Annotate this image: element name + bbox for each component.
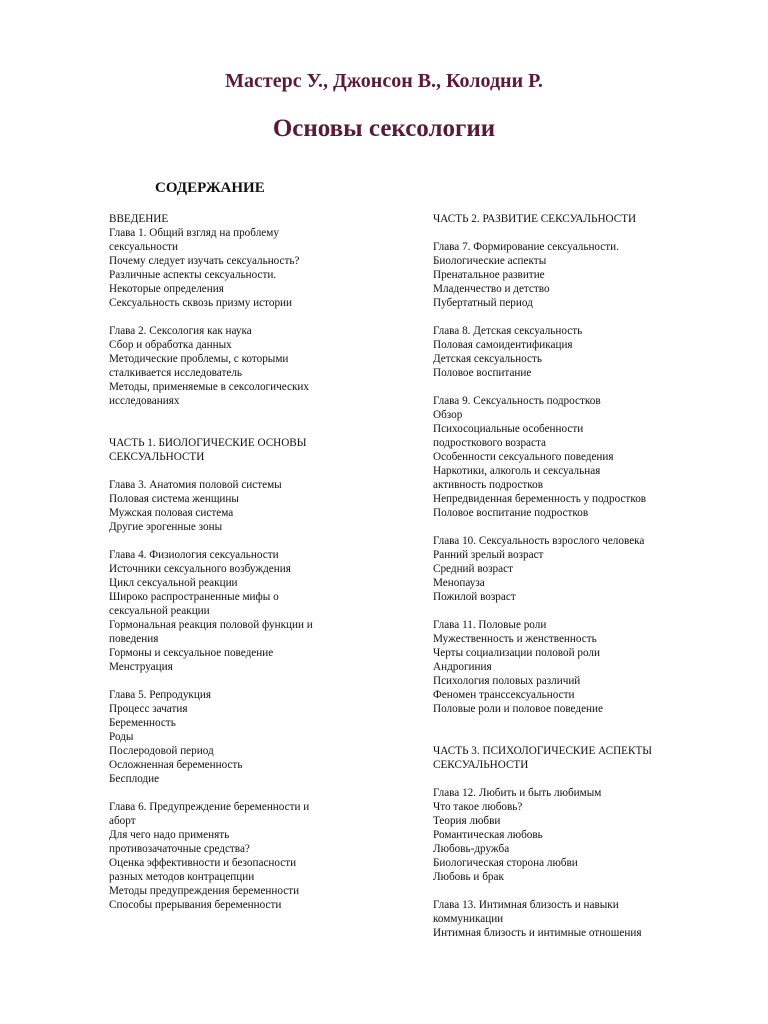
toc-entry: Послеродовой период: [109, 745, 214, 757]
toc-section: [109, 212, 359, 310]
toc-entry: Ранний зрелый возраст: [433, 549, 544, 561]
toc-entry: Различные аспекты сексуальности.: [109, 269, 277, 281]
toc-entry: Половые роли и половое поведение: [433, 703, 603, 715]
toc-entry: СЕКСУАЛЬНОСТИ: [433, 759, 529, 771]
toc-entry: ЧАСТЬ 1. БИОЛОГИЧЕСКИЕ ОСНОВЫ: [109, 437, 307, 449]
toc-section: [109, 800, 359, 912]
toc-entry: Методы предупреждения беременности: [109, 885, 300, 897]
toc-entry: Глава 10. Сексуальность взрослого человека: [433, 535, 645, 547]
toc-right-column: [433, 212, 703, 954]
toc-entry: разных методов контрацепции: [109, 871, 255, 883]
toc-entry: Глава 8. Детская сексуальность: [433, 325, 583, 337]
toc-entry: Гормональная реакция половой функции и: [109, 619, 313, 631]
toc-entry: Методы, применяемые в сексологических: [109, 381, 309, 393]
toc-entry: Глава 1. Общий взгляд на проблему: [109, 227, 279, 239]
toc-entry: Источники сексуального возбуждения: [109, 563, 291, 575]
toc-section: [433, 786, 703, 884]
toc-entry: Некоторые определения: [109, 283, 224, 295]
toc-entry: Сексуальность сквозь призму истории: [109, 297, 293, 309]
toc-entry: ВВЕДЕНИЕ: [109, 213, 169, 225]
toc-entry: сталкивается исследователь: [109, 367, 243, 379]
toc-entry: Мужественность и женственность: [433, 633, 597, 645]
toc-entry: исследованиях: [109, 395, 180, 407]
toc-part-heading: [109, 436, 359, 464]
toc-section: [433, 618, 703, 716]
toc-entry: Способы прерывания беременности: [109, 899, 282, 911]
toc-entry: Половое воспитание подростков: [433, 507, 589, 519]
toc-entry: Глава 11. Половые роли: [433, 619, 547, 631]
toc-entry: Методические проблемы, с которыми: [109, 353, 289, 365]
toc-entry: Непредвиденная беременность у подростков: [433, 493, 647, 505]
toc-entry: СЕКСУАЛЬНОСТИ: [109, 451, 205, 463]
toc-entry: Средний возраст: [433, 563, 513, 575]
toc-entry: Младенчество и детство: [433, 283, 550, 295]
toc-entry: подросткового возраста: [433, 437, 546, 449]
toc-entry: Пренатальное развитие: [433, 269, 545, 281]
toc-entry: Для чего надо применять: [109, 829, 230, 841]
toc-entry: Менопауза: [433, 577, 485, 589]
toc-entry: Феномен транссексуальности: [433, 689, 575, 701]
toc-entry: Глава 7. Формирование сексуальности.: [433, 241, 619, 253]
toc-section: [433, 240, 703, 310]
toc-entry: Менструация: [109, 661, 173, 673]
toc-entry: Черты социализации половой роли: [433, 647, 600, 659]
toc-entry: поведения: [109, 633, 159, 645]
toc-entry: Глава 4. Физиология сексуальности: [109, 549, 279, 561]
toc-entry: Половая система женщины: [109, 493, 239, 505]
toc-entry: Половая самоидентификация: [433, 339, 573, 351]
toc-entry: Процесс зачатия: [109, 703, 188, 715]
toc-entry: Сбор и обработка данных: [109, 339, 232, 351]
toc-section: [433, 898, 703, 940]
toc-section: [109, 324, 359, 408]
toc-entry: Беременность: [109, 717, 176, 729]
toc-entry: Оценка эффективности и безопасности: [109, 857, 297, 869]
toc-entry: Интимная близость и интимные отношения: [433, 927, 642, 939]
toc-section: [433, 324, 703, 380]
toc-entry: Особенности сексуального поведения: [433, 451, 614, 463]
toc-heading: СОДЕРЖАНИЕ: [155, 180, 265, 196]
toc-entry: Глава 13. Интимная близость и навыки: [433, 899, 619, 911]
toc-entry: Бесплодие: [109, 773, 160, 785]
toc-section: [109, 548, 359, 674]
toc-entry: Что такое любовь?: [433, 801, 523, 813]
toc-section: [433, 212, 703, 226]
toc-entry: Цикл сексуальной реакции: [109, 577, 238, 589]
toc-entry: сексуальной реакции: [109, 605, 210, 617]
toc-entry: Глава 5. Репродукция: [109, 689, 211, 701]
toc-entry: Другие эрогенные зоны: [109, 521, 223, 533]
toc-entry: Психология половых различий: [433, 675, 581, 687]
toc-entry: Любовь-дружба: [433, 843, 510, 855]
toc-section: [433, 534, 703, 604]
toc-entry: Мужская половая система: [109, 507, 234, 519]
toc-entry: Биологические аспекты: [433, 255, 547, 267]
toc-section: [433, 394, 703, 520]
toc-entry: ЧАСТЬ 2. РАЗВИТИЕ СЕКСУАЛЬНОСТИ: [433, 213, 637, 225]
toc-entry: Андрогиния: [433, 661, 492, 673]
toc-entry: противозачаточные средства?: [109, 843, 250, 855]
toc-entry: Осложненная беременность: [109, 759, 243, 771]
toc-section: [109, 688, 359, 786]
toc-entry: Гормоны и сексуальное поведение: [109, 647, 274, 659]
toc-entry: Пожилой возраст: [433, 591, 516, 603]
toc-entry: Глава 12. Любить и быть любимым: [433, 787, 602, 799]
toc-entry: Детская сексуальность: [433, 353, 542, 365]
toc-entry: Почему следует изучать сексуальность?: [109, 255, 300, 267]
toc-entry: Половое воспитание: [433, 367, 532, 379]
toc-entry: Глава 9. Сексуальность подростков: [433, 395, 601, 407]
toc-entry: коммуникации: [433, 913, 504, 925]
toc-entry: Наркотики, алкоголь и сексуальная: [433, 465, 601, 477]
authors-line: Мастерс У., Джонсон В., Колодни Р.: [225, 70, 543, 92]
toc-part-heading: [433, 744, 703, 772]
toc-entry: Теория любви: [433, 815, 501, 827]
toc-entry: Романтическая любовь: [433, 829, 543, 841]
toc-entry: сексуальности: [109, 241, 178, 253]
toc-entry: Широко распространенные мифы о: [109, 591, 279, 603]
toc-entry: Любовь и брак: [433, 871, 504, 883]
toc-entry: аборт: [109, 815, 136, 827]
book-title: Основы сексологии: [272, 115, 496, 142]
toc-entry: ЧАСТЬ 3. ПСИХОЛОГИЧЕСКИЕ АСПЕКТЫ: [433, 745, 653, 757]
toc-entry: Пубертатный период: [433, 297, 533, 309]
toc-section: [109, 478, 359, 534]
toc-entry: Роды: [109, 731, 134, 743]
toc-entry: Обзор: [433, 409, 463, 421]
toc-entry: активность подростков: [433, 479, 544, 491]
toc-entry: Биологическая сторона любви: [433, 857, 578, 869]
toc-entry: Глава 2. Сексология как наука: [109, 325, 252, 337]
toc-entry: Глава 3. Анатомия половой системы: [109, 479, 282, 491]
toc-entry: Глава 6. Предупреждение беременности и: [109, 801, 310, 813]
toc-left-column: [109, 212, 359, 926]
toc-entry: Психосоциальные особенности: [433, 423, 584, 435]
